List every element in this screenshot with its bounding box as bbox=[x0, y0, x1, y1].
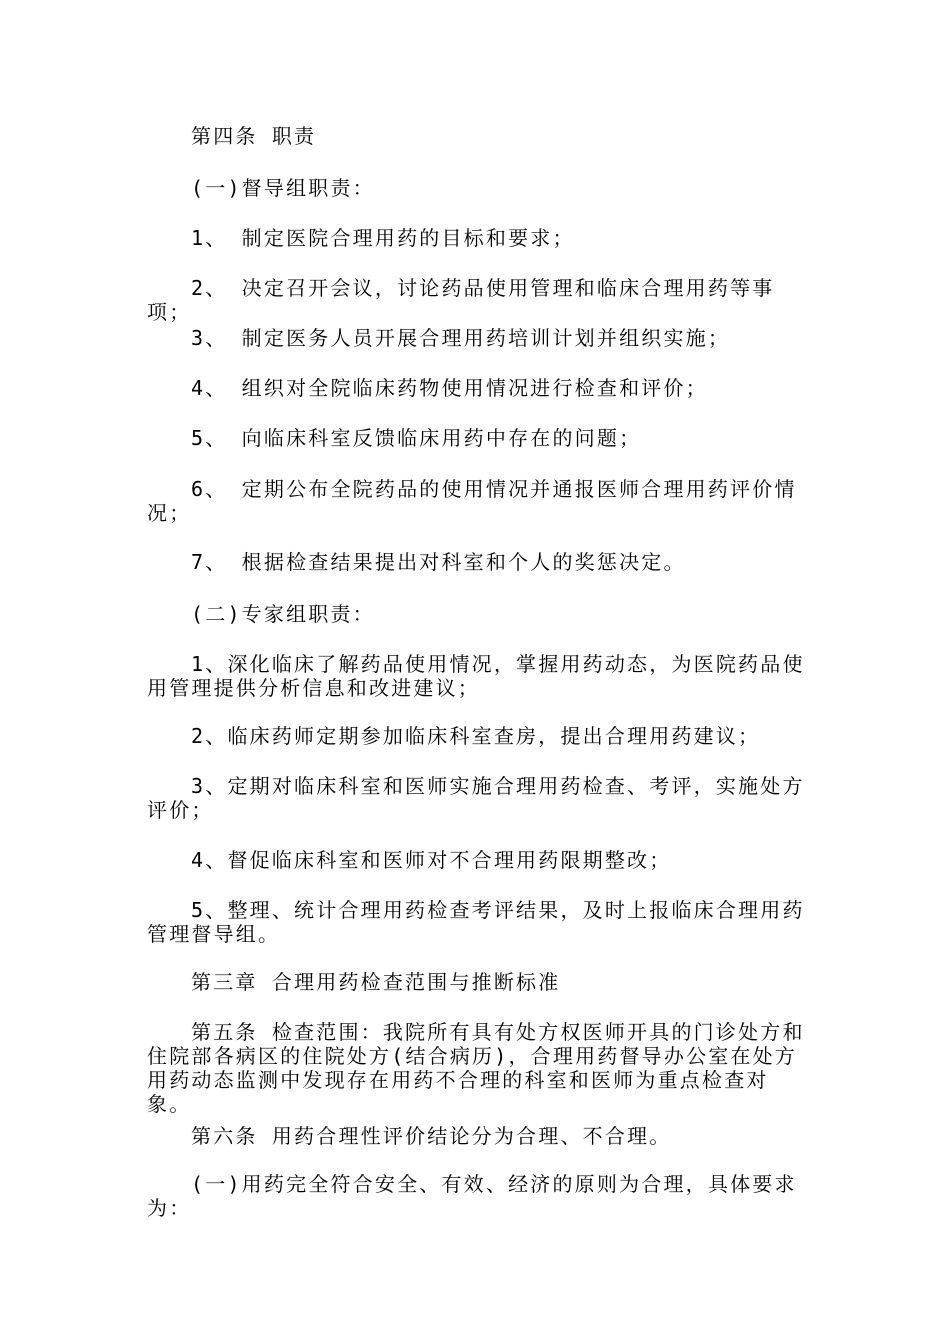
article-4-heading: 第四条 职责 bbox=[191, 124, 317, 148]
supervision-duty-6: 6、 定期公布全院药品的使用情况并通报医师合理用药评价情况； bbox=[147, 477, 797, 525]
supervision-duty-4: 4、 组织对全院临床药物使用情况进行检查和评价； bbox=[191, 376, 708, 400]
expert-duty-4: 4、督促临床科室和医师对不合理用药限期整改； bbox=[191, 848, 672, 872]
expert-group-heading: (二)专家组职责： bbox=[191, 602, 375, 626]
supervision-duty-3: 3、 制定医务人员开展合理用药培训计划并组织实施； bbox=[191, 326, 731, 350]
chapter-3-heading: 第三章 合理用药检查范围与推断标准 bbox=[191, 970, 561, 994]
article-5: 第五条 检查范围：我院所有具有处方权医师开具的门诊处方和住院部各病区的住院处方(结合病历)，合理用药督导办公室在处方用药动态监测中发现存在用药不合理的科室和医师为重点检查对象。 bbox=[147, 1020, 805, 1116]
article-6: 第六条 用药合理性评价结论分为合理、不合理。 bbox=[191, 1124, 672, 1148]
article-6-item-1: (一)用药完全符合安全、有效、经济的原则为合理，具体要求为： bbox=[147, 1172, 797, 1220]
supervision-duty-2: 2、 决定召开会议，讨论药品使用管理和临床合理用药等事项； bbox=[147, 276, 775, 324]
expert-duty-3: 3、定期对临床科室和医师实施合理用药检查、考评，实施处方评价； bbox=[147, 774, 805, 822]
expert-duty-5: 5、整理、统计合理用药检查考评结果，及时上报临床合理用药管理督导组。 bbox=[147, 898, 805, 946]
supervision-duty-7: 7、 根据检查结果提出对科室和个人的奖惩决定。 bbox=[191, 550, 686, 574]
supervision-group-heading: (一)督导组职责： bbox=[191, 176, 375, 200]
expert-duty-2: 2、临床药师定期参加临床科室查房，提出合理用药建议； bbox=[191, 724, 761, 748]
supervision-duty-5: 5、 向临床科室反馈临床用药中存在的问题； bbox=[191, 426, 642, 450]
supervision-duty-1: 1、 制定医院合理用药的目标和要求； bbox=[191, 226, 575, 250]
expert-duty-1: 1、深化临床了解药品使用情况，掌握用药动态，为医院药品使用管理提供分析信息和改进建议； bbox=[147, 652, 805, 700]
